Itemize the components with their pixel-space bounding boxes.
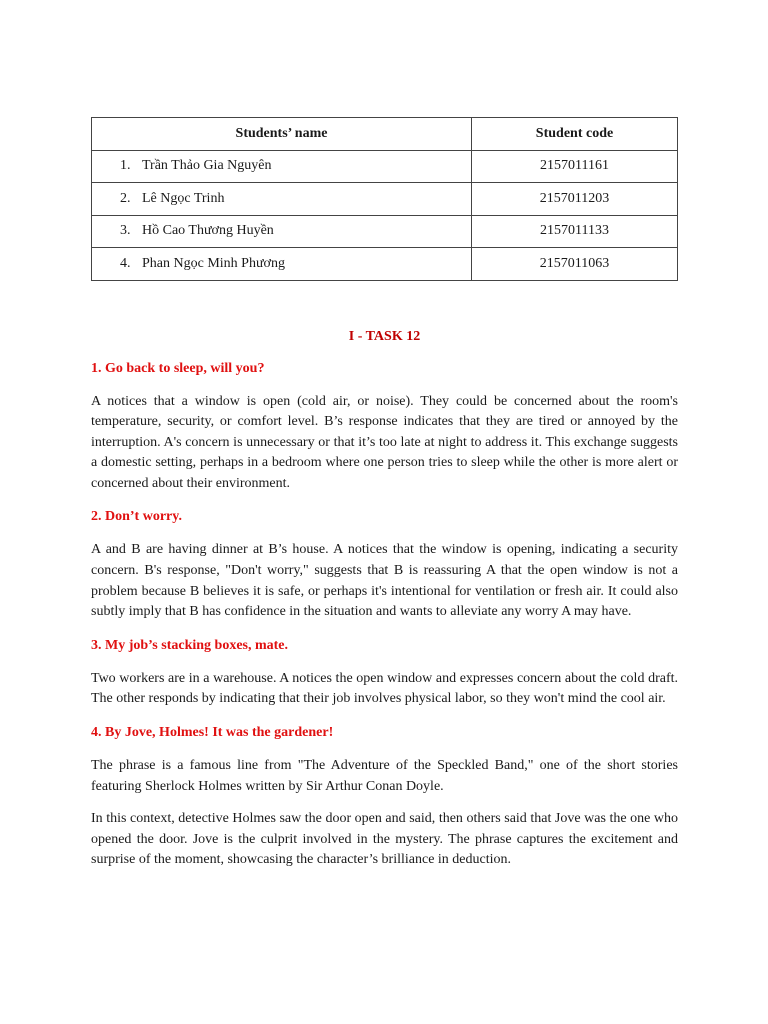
row-number: 3. (120, 223, 131, 239)
section-paragraph: In this context, detective Holmes saw the door open and said, then others said that Jove was the one who opened the door. Jove is the culprit involved in the mystery. The phrase captures the excitement and surprise of the moment, showcasing the character’s brilliance in deduction. (91, 811, 678, 868)
header-student-code: Student code (472, 118, 678, 151)
section-heading: 1. Go back to sleep, will you? (91, 360, 265, 376)
student-name: Trần Thảo Gia Nguyên (142, 158, 272, 174)
section-heading: 3. My job’s stacking boxes, mate. (91, 637, 289, 653)
student-name: Phan Ngọc Minh Phương (142, 255, 285, 271)
section-heading: 2. Don’t worry. (91, 509, 182, 525)
row-number: 4. (120, 255, 131, 271)
students-table (91, 117, 678, 281)
table-header-row (92, 118, 678, 151)
student-name-cell (92, 248, 472, 281)
student-code-cell: 2157011161 (472, 150, 678, 183)
table-row (92, 215, 678, 248)
student-name: Hồ Cao Thương Huyền (142, 223, 274, 239)
section-heading: 4. By Jove, Holmes! It was the gardener! (91, 725, 334, 741)
student-name-cell (92, 183, 472, 216)
header-students-name: Students’ name (92, 118, 472, 151)
document-page (91, 117, 678, 871)
section-1 (91, 360, 678, 495)
student-code-cell: 2157011063 (472, 248, 678, 281)
table-row (92, 183, 678, 216)
student-code-cell: 2157011133 (472, 215, 678, 248)
section-4 (91, 724, 678, 871)
section-paragraph: A notices that a window is open (cold air, or noise). They could be concerned about the room's temperature, security, or comfort level. B’s response indicates that they are tired or annoyed by the interruption. A's concern is unnecessary or that it’s too late at night to address it. This exchange suggests a domestic setting, perhaps in a bedroom where one person tries to sleep while the other is more alert or concerned about their environment. (91, 393, 678, 491)
section-paragraph: A and B are having dinner at B’s house. A notices that the window is opening, indicating a security concern. B's response, "Don't worry," suggests that B is reassuring A that the open window is not a problem because B believes it is safe, or perhaps it's intentional for ventilation or fresh air. It could also subtly imply that B has confidence in the situation and wants to alleviate any worry A may have. (91, 542, 678, 620)
student-name: Lê Ngọc Trinh (142, 190, 225, 206)
row-number: 1. (120, 158, 131, 174)
table-row (92, 248, 678, 281)
table-row (92, 150, 678, 183)
task-title: I - TASK 12 (348, 328, 421, 344)
section-2 (91, 508, 678, 622)
student-name-cell (92, 150, 472, 183)
row-number: 2. (120, 190, 131, 206)
section-paragraph: Two workers are in a warehouse. A notices the open window and expresses concern about the cold draft. The other responds by indicating that their job involves physical labor, so they won't mind the cool air. (91, 670, 678, 707)
section-3 (91, 637, 678, 710)
student-name-cell (92, 215, 472, 248)
section-paragraph: The phrase is a famous line from "The Adventure of the Speckled Band," one of the short stories featuring Sherlock Holmes written by Sir Arthur Conan Doyle. (91, 758, 678, 794)
student-code-cell: 2157011203 (472, 183, 678, 216)
